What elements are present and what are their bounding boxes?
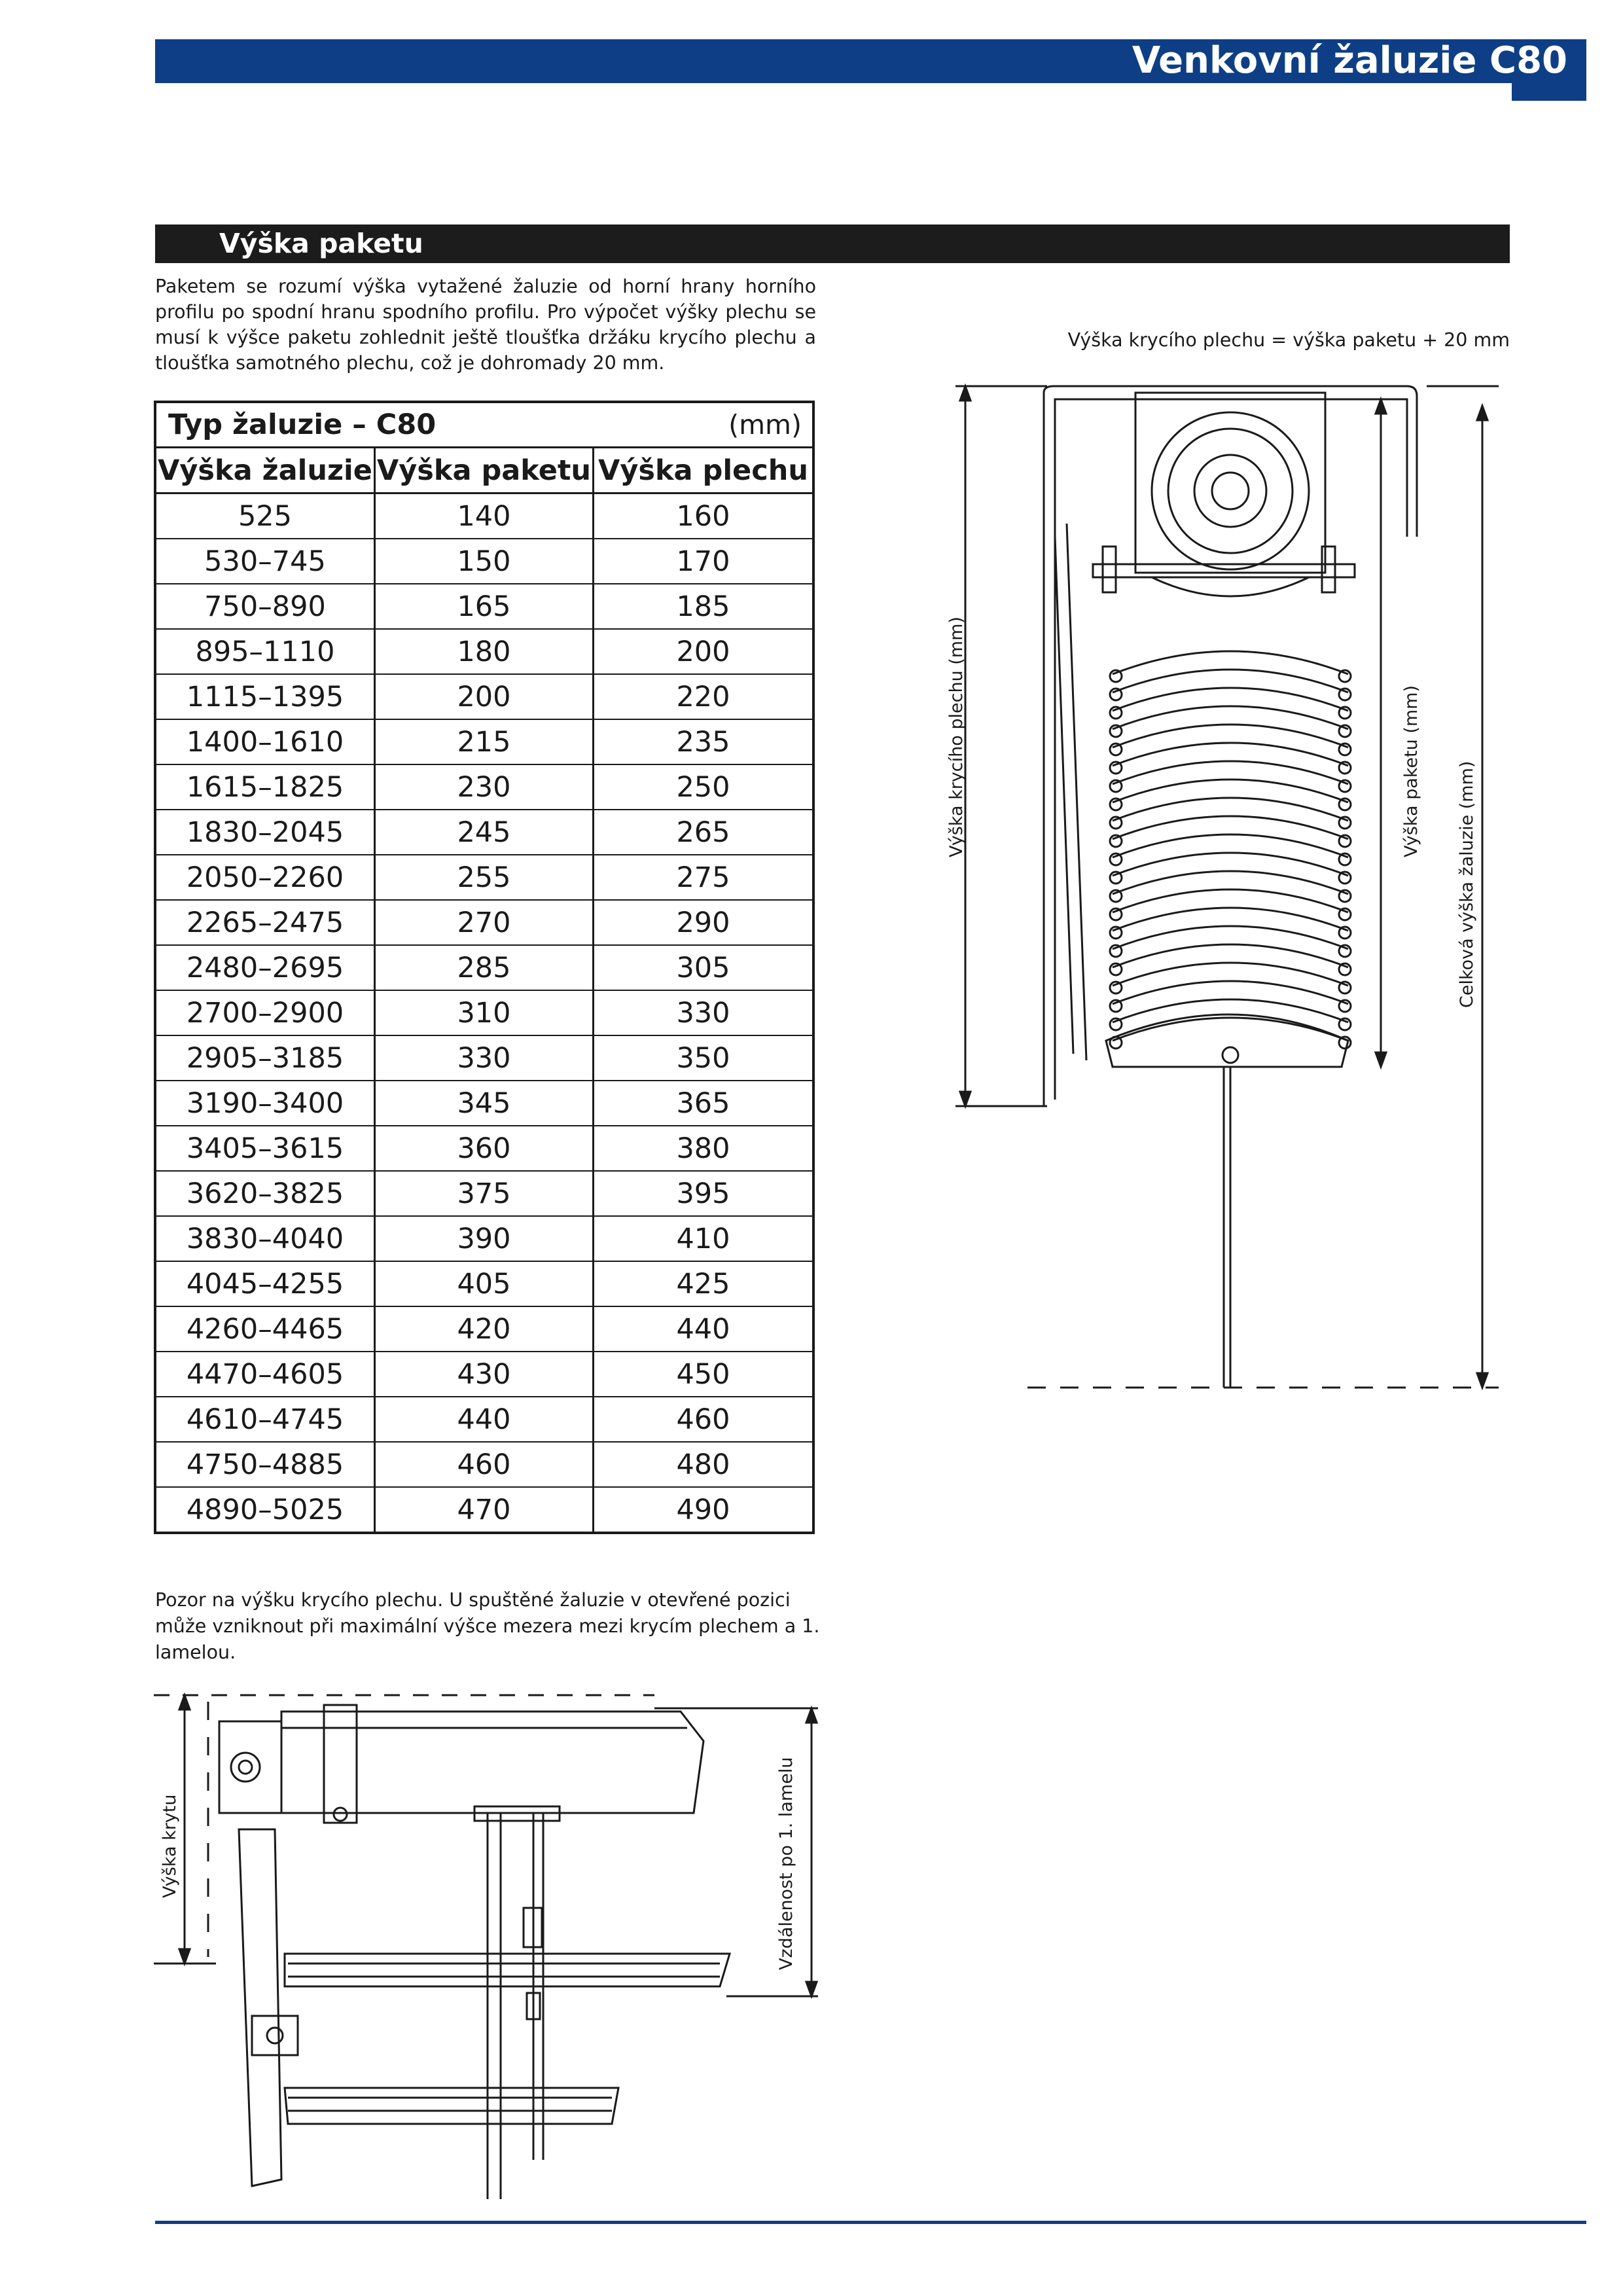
cell-sheet-height: 235 <box>594 719 814 764</box>
cell-packet-height: 245 <box>375 810 594 855</box>
cell-packet-height: 430 <box>375 1352 594 1397</box>
cell-sheet-height: 265 <box>594 810 814 855</box>
cell-sheet-height: 460 <box>594 1397 814 1442</box>
cell-sheet-height: 170 <box>594 539 814 584</box>
cell-packet-height: 215 <box>375 719 594 764</box>
cell-packet-height: 460 <box>375 1442 594 1487</box>
cell-sheet-height: 425 <box>594 1261 814 1306</box>
cell-blind-height: 4610–4745 <box>155 1397 375 1442</box>
cell-packet-height: 255 <box>375 855 594 900</box>
cell-blind-height: 2905–3185 <box>155 1035 375 1081</box>
cell-packet-height: 420 <box>375 1306 594 1352</box>
cell-sheet-height: 440 <box>594 1306 814 1352</box>
cell-packet-height: 345 <box>375 1081 594 1126</box>
cell-blind-height: 2265–2475 <box>155 900 375 945</box>
cell-packet-height: 360 <box>375 1126 594 1171</box>
section-title: Výška paketu <box>219 228 423 259</box>
cell-blind-height: 4260–4465 <box>155 1306 375 1352</box>
cell-sheet-height: 330 <box>594 990 814 1035</box>
cell-blind-height: 1830–2045 <box>155 810 375 855</box>
cell-sheet-height: 380 <box>594 1126 814 1171</box>
cell-blind-height: 530–745 <box>155 539 375 584</box>
cell-blind-height: 1615–1825 <box>155 764 375 810</box>
cell-sheet-height: 450 <box>594 1352 814 1397</box>
cell-blind-height: 525 <box>155 493 375 539</box>
cell-sheet-height: 365 <box>594 1081 814 1126</box>
cell-blind-height: 2480–2695 <box>155 945 375 990</box>
cell-blind-height: 1400–1610 <box>155 719 375 764</box>
cell-packet-height: 150 <box>375 539 594 584</box>
diagram-formula: Výška krycího plechu = výška paketu + 20 mm <box>1067 329 1510 351</box>
cell-sheet-height: 250 <box>594 764 814 810</box>
cell-packet-height: 440 <box>375 1397 594 1442</box>
cell-packet-height: 140 <box>375 493 594 539</box>
table-title: Typ žaluzie – C80 <box>155 402 594 448</box>
label-total-height: Celková výška žaluzie (mm) <box>1457 761 1477 1008</box>
cell-blind-height: 4470–4605 <box>155 1352 375 1397</box>
cell-packet-height: 200 <box>375 674 594 719</box>
cell-sheet-height: 220 <box>594 674 814 719</box>
warning-note: Pozor na výšku krycího plechu. U spuštěné žaluzie v otevřené pozici může vzniknout při maximální výšce mezera mezi krycím plechem a 1. lamelou. <box>155 1589 820 1663</box>
cell-sheet-height: 410 <box>594 1216 814 1261</box>
cell-packet-height: 180 <box>375 629 594 674</box>
column-header-packet-height: Výška paketu <box>375 448 594 493</box>
cell-sheet-height: 480 <box>594 1442 814 1487</box>
cell-sheet-height: 490 <box>594 1487 814 1533</box>
cell-packet-height: 285 <box>375 945 594 990</box>
cell-packet-height: 405 <box>375 1261 594 1306</box>
cell-blind-height: 895–1110 <box>155 629 375 674</box>
cell-blind-height: 3405–3615 <box>155 1126 375 1171</box>
cell-sheet-height: 160 <box>594 493 814 539</box>
cell-blind-height: 2700–2900 <box>155 990 375 1035</box>
cell-blind-height: 3620–3825 <box>155 1171 375 1216</box>
cell-sheet-height: 275 <box>594 855 814 900</box>
cell-blind-height: 750–890 <box>155 584 375 629</box>
footer-line <box>155 2221 1586 2224</box>
intro-paragraph: Paketem se rozumí výška vytažené žaluzie od horní hrany horního profilu po spodní hranu spodního profilu. Pro výpočet výšky plechu se musí k výšce paketu zohlednit ještě tloušťka držáku krycího plechu a tloušťka samotného plechu, což je dohromady 20 mm. <box>155 276 816 374</box>
cell-sheet-height: 395 <box>594 1171 814 1216</box>
cell-sheet-height: 185 <box>594 584 814 629</box>
cell-packet-height: 310 <box>375 990 594 1035</box>
label-distance-first-slat: Vzdálenost po 1. lamelu <box>776 1757 796 1970</box>
label-cover-height-bottom: Výška krytu <box>160 1794 180 1898</box>
cell-blind-height: 4750–4885 <box>155 1442 375 1487</box>
cell-blind-height: 2050–2260 <box>155 855 375 900</box>
cell-blind-height: 4890–5025 <box>155 1487 375 1533</box>
cell-packet-height: 390 <box>375 1216 594 1261</box>
cell-sheet-height: 290 <box>594 900 814 945</box>
cell-sheet-height: 350 <box>594 1035 814 1081</box>
page-title: Venkovní žaluzie C80 <box>1132 39 1567 82</box>
cell-blind-height: 3830–4040 <box>155 1216 375 1261</box>
cell-sheet-height: 305 <box>594 945 814 990</box>
cell-packet-height: 230 <box>375 764 594 810</box>
cell-packet-height: 270 <box>375 900 594 945</box>
cell-blind-height: 4045–4255 <box>155 1261 375 1306</box>
cell-packet-height: 165 <box>375 584 594 629</box>
cell-packet-height: 375 <box>375 1171 594 1216</box>
cell-sheet-height: 200 <box>594 629 814 674</box>
cell-packet-height: 470 <box>375 1487 594 1533</box>
cell-packet-height: 330 <box>375 1035 594 1081</box>
column-header-blind-height: Výška žaluzie <box>155 448 375 493</box>
column-header-sheet-height: Výška plechu <box>594 448 814 493</box>
cell-blind-height: 3190–3400 <box>155 1081 375 1126</box>
label-packet-height: Výška paketu (mm) <box>1401 685 1421 857</box>
table-unit: (mm) <box>594 402 814 448</box>
label-cover-height: Výška krycího plechu (mm) <box>946 617 967 857</box>
cell-blind-height: 1115–1395 <box>155 674 375 719</box>
